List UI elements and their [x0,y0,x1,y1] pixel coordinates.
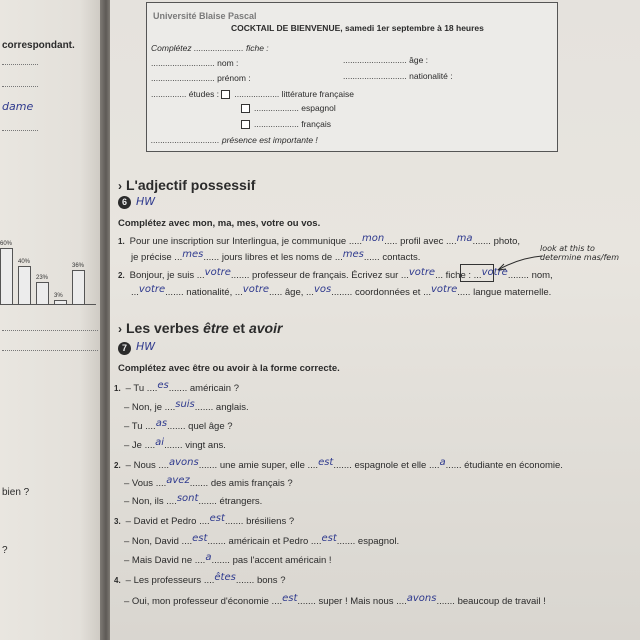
section-title-possessive: › L'adjectif possessif [118,177,256,193]
arrow-icon [494,252,544,274]
ex7-line: – Oui, mon professeur d'économie ....est....... super ! Mais nous ....avons....... beaucoup de travail ! [124,593,546,607]
checkbox [241,104,250,113]
ex7-line: – Non, je ....suis....... anglais. [124,399,249,413]
bar-label: 40% [18,259,31,266]
ex7-line: – Mais David ne ....a....... pas l'accent américain ! [124,552,332,566]
left-dotted-line [2,86,38,87]
ex7-line: 2. – Nous ....avons....... une amie super, elle ....est....... espagnole et elle ....a...... étudiante en économie. [114,457,563,471]
form-age: ........................... âge : [343,55,429,65]
chart-baseline [0,304,96,305]
bar [0,248,13,304]
ex7-line: – Non, David ....est....... américain et Pedro ....est....... espagnol. [124,533,400,547]
bar-label: 36% [72,263,85,269]
ex7-line: – Tu ....as....... quel âge ? [124,418,233,432]
ex7-line: 1. – Tu ....es....... américain ? [114,380,239,394]
bar-label: 3% [54,293,63,299]
ex6-item2-line1: 2. Bonjour, je suis ...votre....... professeur de français. Écrivez sur ...votre... fiche : ...votre........ nom, [118,267,553,281]
form-presence: ............................. présence est importante ! [151,135,318,145]
ex7-line: – Vous ....avez....... des amis français ? [124,475,293,489]
form-etudes: ............... études : ................... littérature française [151,89,354,99]
left-text-q: ? [2,545,8,556]
ex7-line: – Je ....ai....... vingt ans. [124,437,226,451]
bar-label: 60% [0,241,13,247]
left-dotted-line [2,130,38,131]
form-prenom: ........................... prénom : [151,73,251,83]
left-dotted-line [2,64,38,65]
exercise-6-instruction: Complétez avec mon, ma, mes, votre ou vos. [118,218,321,229]
form-nationalite: ........................... nationalité : [343,71,453,81]
bar-label: 23% [36,274,49,281]
left-hand-word: dame [2,100,34,113]
hw-note-6: HW [136,195,156,208]
bar [72,270,85,304]
left-dotted-line [2,330,98,331]
ex7-line: – Non, ils ....sont....... étrangers. [124,493,263,507]
ex6-item1-line2: je précise ...mes...... jours libres et les noms de ...mes...... contacts. [131,249,421,263]
form-option-francais: ................... français [241,119,331,129]
form-title: COCKTAIL DE BIENVENUE, samedi 1er septembre à 18 heures [231,23,484,33]
bar [18,266,31,304]
ex6-item1-line1: 1. Pour une inscription sur Interlingua, je communique .....mon..... profil avec ....ma....... photo, [118,233,521,247]
ex6-item2-line2: ...votre....... nationalité, ...votre..... âge, ...vos........ coordonnées et ...votre..... langue maternelle. [131,284,552,298]
bar [36,282,49,304]
left-text-correspondant: correspondant. [2,40,75,51]
left-bar-chart [0,241,100,304]
checkbox [221,90,230,99]
form-option-espagnol: ................... espagnol [241,103,336,113]
margin-note: look at this to determine mas/fem [540,244,619,262]
exercise-6-badge: 6 [118,196,131,209]
section-title-verbs: › Les verbes être et avoir [118,320,283,336]
university-name: Université Blaise Pascal [153,11,257,21]
right-page [110,0,640,640]
checkbox [241,120,250,129]
form-complete: Complétez ..................... fiche : [151,43,269,53]
left-dotted-line [2,350,98,351]
exercise-7-instruction: Complétez avec être ou avoir à la forme correcte. [118,363,340,374]
form-nom: ........................... nom : [151,58,239,68]
hw-note-7: HW [136,340,156,353]
circled-fiche [460,264,494,282]
left-page [0,0,100,640]
exercise-7-badge: 7 [118,342,131,355]
ex7-line: 3. – David et Pedro ....est....... brésiliens ? [114,513,295,527]
left-text-bien: bien ? [2,487,30,498]
ex7-line: 4. – Les professeurs ....êtes....... bons ? [114,572,286,586]
welcome-form-box [146,2,558,152]
